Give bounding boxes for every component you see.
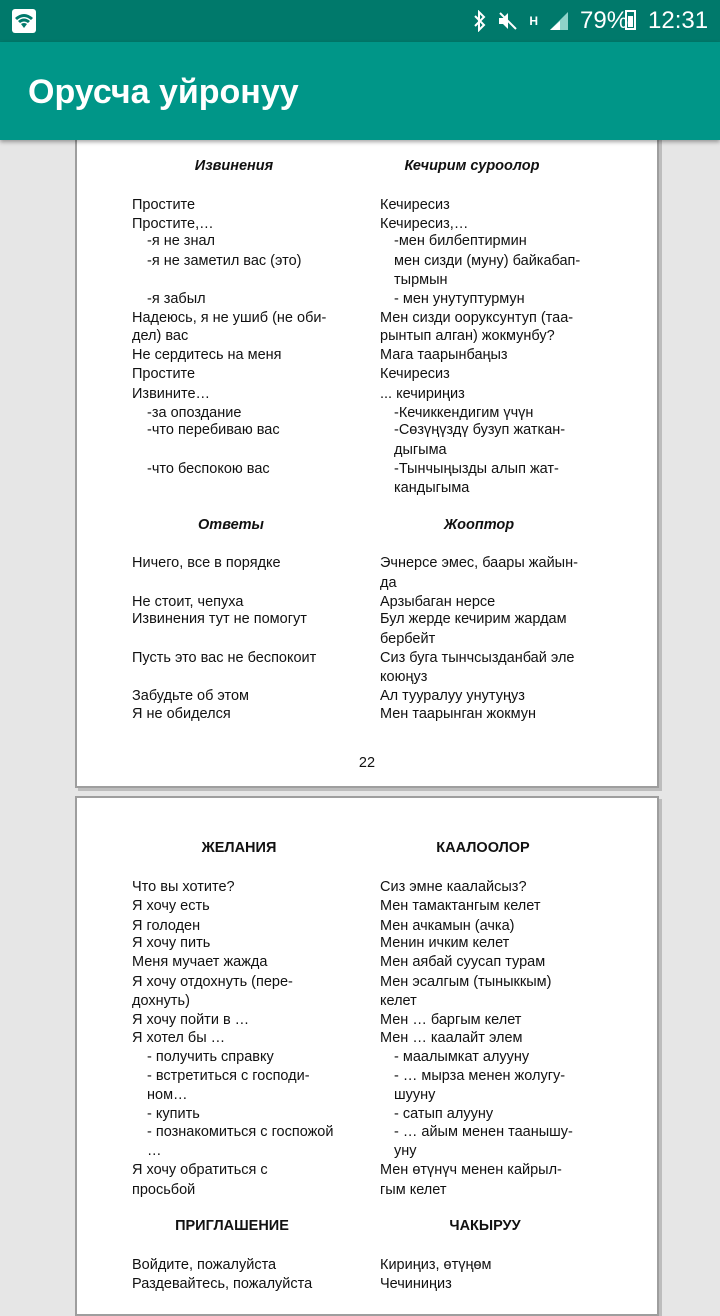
text-line: уну	[394, 1143, 417, 1159]
section-heading-answers: Ответы	[198, 517, 264, 533]
text-line: келет	[380, 993, 417, 1009]
text-line: Я хочу есть	[132, 898, 210, 914]
text-line: - купить	[147, 1106, 200, 1122]
battery-icon	[625, 10, 636, 30]
section-heading-invitation: ПРИГЛАШЕНИЕ	[175, 1218, 289, 1234]
text-line: дыгыма	[394, 442, 447, 458]
text-line: Я голоден	[132, 918, 201, 934]
text-line: …	[147, 1143, 162, 1159]
text-line: Раздевайтесь, пожалуйста	[132, 1276, 313, 1292]
text-line: ... кечириңиз	[380, 386, 465, 402]
text-line: дел) вас	[132, 328, 189, 344]
text-line: Мен ачкамын (ачка)	[380, 918, 515, 934]
signal-icon	[548, 10, 570, 32]
section-heading-wishes: ЖЕЛАНИЯ	[201, 840, 277, 856]
text-line: - мен унутуптурмун	[394, 291, 525, 307]
text-line: мен сизди (муну) байкабап-	[394, 253, 581, 269]
text-line: Я хочу пойти в …	[132, 1012, 250, 1028]
text-line: просьбой	[132, 1182, 196, 1198]
section-heading-answers-kg: Жооптор	[443, 517, 515, 533]
text-line: Мен тамактангым келет	[380, 898, 541, 914]
text-line: - познакомиться с госпожой	[147, 1124, 334, 1140]
network-type-label: H	[529, 14, 538, 28]
app-bar	[0, 42, 720, 140]
text-line: - получить справку	[147, 1049, 274, 1065]
text-line: тырмын	[394, 272, 448, 288]
text-line: - маалымкат алууну	[394, 1049, 530, 1065]
text-line: Забудьте об этом	[132, 688, 250, 704]
mute-icon	[497, 10, 519, 32]
text-line: -что беспокою вас	[147, 461, 270, 477]
text-line: Мен … каалайт элем	[380, 1030, 523, 1046]
text-line: Извините…	[132, 386, 211, 402]
app-title: Орусча уйронуу	[28, 73, 299, 111]
text-line: Мен … баргым келет	[380, 1012, 522, 1028]
section-heading-apologies: Извинения	[194, 158, 274, 174]
text-line: Чечиниңиз	[380, 1276, 452, 1292]
text-line: Бул жерде кечирим жардам	[380, 611, 567, 627]
page-number: 22	[358, 755, 376, 771]
text-line: Не стоит, чепуха	[132, 594, 244, 610]
text-line: Эчнерсе эмес, баары жайын-	[380, 555, 578, 571]
text-line: -я не знал	[147, 233, 215, 249]
status-icons	[473, 9, 570, 33]
text-line: Я хочу отдохнуть (пере-	[132, 974, 293, 990]
text-line: Мен аябай суусап турам	[380, 954, 546, 970]
text-line: -я забыл	[147, 291, 206, 307]
text-line: Извинения тут не помогут	[132, 611, 307, 627]
text-line: -Сөзүңүздү бузуп жаткан-	[394, 422, 566, 438]
status-bar	[0, 0, 720, 42]
section-heading-apologies-kg: Кечирим суроолор	[404, 158, 540, 174]
text-line: Я хотел бы …	[132, 1030, 226, 1046]
text-line: Кечиресиз	[380, 366, 450, 382]
text-line: Ал тууралуу унутуңуз	[380, 688, 525, 704]
text-line: Я хочу пить	[132, 935, 211, 951]
text-line: Мен өтүнүч менен кайрыл-	[380, 1162, 562, 1178]
text-line: Не сердитесь на меня	[132, 347, 282, 363]
text-line: коюңуз	[380, 669, 428, 685]
text-line: Пусть это вас не беспокоит	[132, 650, 317, 666]
text-line: Кириңиз, өтүңөм	[380, 1257, 492, 1273]
text-line: гым келет	[380, 1182, 447, 1198]
text-line: -Кечиккендигим үчүн	[394, 405, 534, 421]
document-page-22[interactable]	[75, 128, 659, 788]
text-line: Меня мучает жажда	[132, 954, 268, 970]
text-line: Сиз эмне каалайсыз?	[380, 879, 527, 895]
text-line: да	[380, 575, 397, 591]
text-line: - встретиться с господи-	[147, 1068, 310, 1084]
document-page-23[interactable]	[75, 796, 659, 1316]
text-line: -мен билбептирмин	[394, 233, 527, 249]
text-line: Сиз буга тынчсызданбай эле	[380, 650, 575, 666]
clock: 12:31	[648, 7, 709, 34]
text-line: Простите,…	[132, 216, 214, 232]
text-line: - … айым менен таанышу-	[394, 1124, 573, 1140]
text-line: - … мырза менен жолугу-	[394, 1068, 566, 1084]
text-line: кандыгыма	[394, 480, 470, 496]
text-line: Арзыбаган нерсе	[380, 594, 496, 610]
text-line: -что перебиваю вас	[147, 422, 280, 438]
text-line: шууну	[394, 1087, 436, 1103]
bluetooth-icon	[473, 10, 487, 32]
text-line: Простите	[132, 366, 196, 382]
text-line: Кечиресиз	[380, 197, 450, 213]
text-line: Что вы хотите?	[132, 879, 235, 895]
text-line: Мен сизди ооруксунтуп (таа-	[380, 310, 574, 326]
text-line: Мен таарынган жокмун	[380, 706, 537, 722]
section-heading-invitation-kg: ЧАКЫРУУ	[449, 1218, 521, 1234]
text-line: дохнуть)	[132, 993, 190, 1009]
section-heading-wishes-kg: КААЛООЛОР	[436, 840, 530, 856]
text-line: Кечиресиз,…	[380, 216, 469, 232]
text-line: Менин ичким келет	[380, 935, 510, 951]
text-line: Мен эсалгым (тыныккым)	[380, 974, 552, 990]
text-line: Я не обиделся	[132, 706, 231, 722]
text-line: -я не заметил вас (это)	[147, 253, 302, 269]
text-line: Простите	[132, 197, 196, 213]
text-line: Мага таарынбаңыз	[380, 347, 508, 363]
wifi-icon	[12, 9, 36, 33]
text-line: бербейт	[380, 631, 436, 647]
text-line: Ничего, все в порядке	[132, 555, 281, 571]
text-line: -Тынчыңызды алып жат-	[394, 461, 559, 477]
battery-percent: 79%	[580, 7, 629, 34]
text-line: Надеюсь, я не ушиб (не оби-	[132, 310, 327, 326]
text-line: -за опоздание	[147, 405, 242, 421]
text-line: Я хочу обратиться с	[132, 1162, 268, 1178]
text-line: рынтып алган) жокмунбу?	[380, 328, 555, 344]
text-line: - сатып алууну	[394, 1106, 494, 1122]
text-line: Войдите, пожалуйста	[132, 1257, 277, 1273]
text-line: ном…	[147, 1087, 188, 1103]
